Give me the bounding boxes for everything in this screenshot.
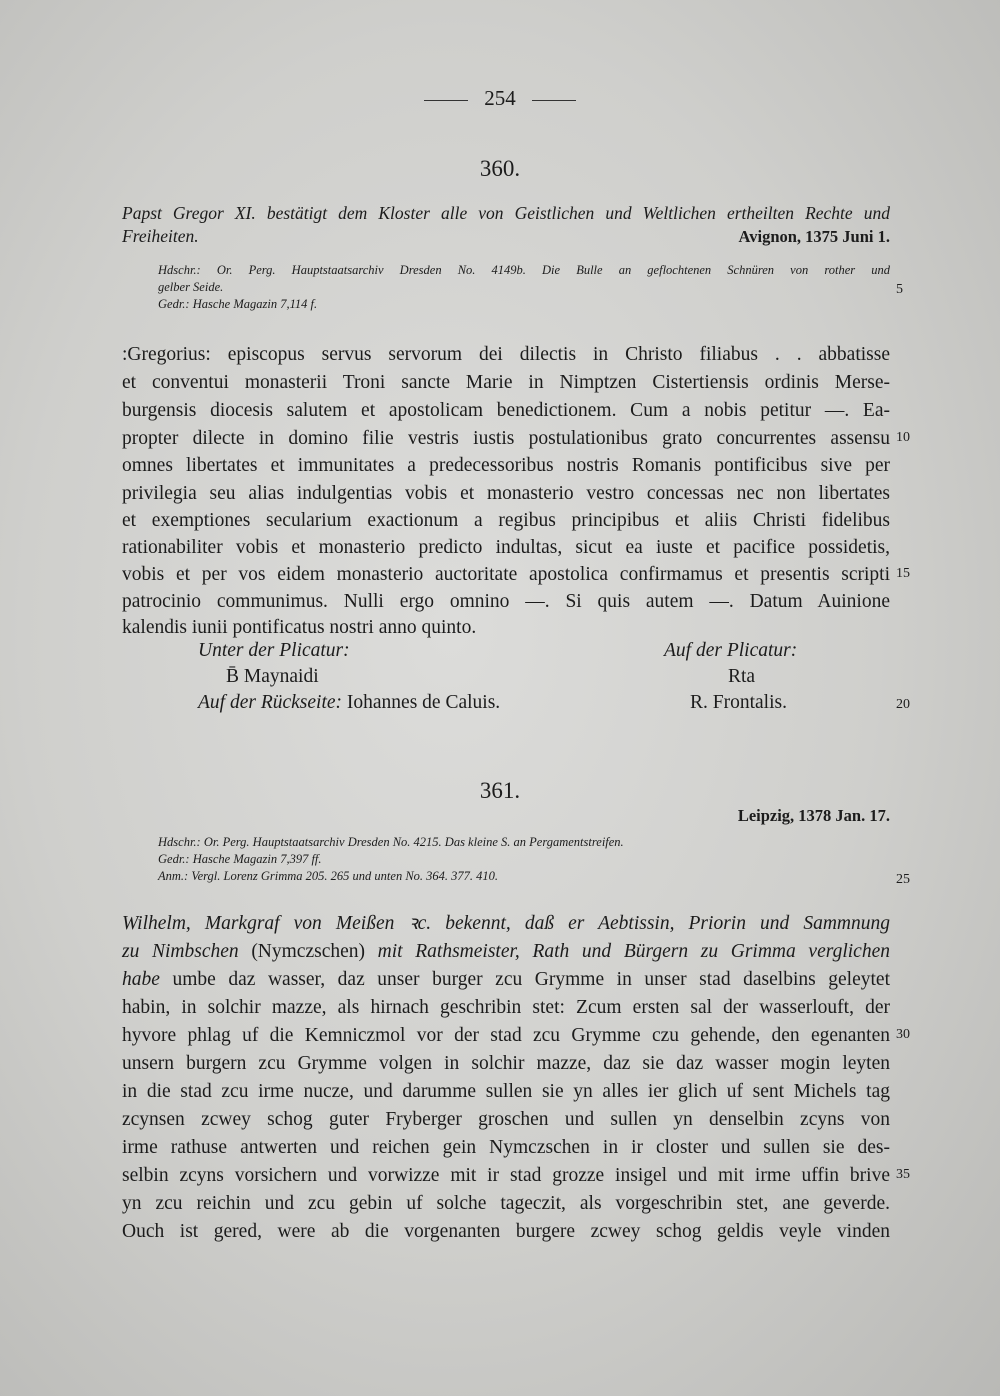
line-number-20: 20 xyxy=(896,697,910,712)
doc361-line: in die stad zcu irme nucze, und darumme sullen sie yn alles ier glich uf sent Michels tag xyxy=(122,1081,890,1102)
rule-right xyxy=(532,100,576,101)
sig-right-label: Auf der Plicatur: xyxy=(664,640,798,661)
intro-place-alt: (Nymczschen) xyxy=(238,941,378,962)
sig-left-label: Unter der Plicatur: xyxy=(198,640,350,661)
back-line xyxy=(198,692,500,714)
doc360-line: burgensis diocesis salutem et apostolicam benedictionem. Cum a nobis petitur —. Ea- xyxy=(122,400,890,421)
page-header xyxy=(0,86,1000,111)
line-number-25: 25 xyxy=(896,872,910,887)
doc361-line: hyvore phlag uf die Kemniczmol vor der stad zcu Grymme czu gehende, den egenanten xyxy=(122,1025,890,1046)
doc360-line: et conventui monasterii Troni sancte Marie in Nimptzen Cistertiensis ordinis Merse- xyxy=(122,372,890,393)
doc360-line: omnes libertates et immunitates a predecessoribus nostris Romanis pontificibus sive per xyxy=(122,455,890,476)
doc361-notes xyxy=(158,834,890,885)
back-label: Auf der Rückseite: xyxy=(198,692,343,713)
doc360-heading-line1: Papst Gregor XI. bestätigt dem Kloster alle von Geistlichen und Weltlichen ertheilten Rechte und xyxy=(122,203,890,223)
doc361-intro-line xyxy=(122,938,890,965)
doc361-line: irme rathuse antwerten und reichen gein Nymczschen in ir closter und sullen sie des- xyxy=(122,1137,890,1158)
intro-text: umbe daz wasser, daz unser burger zcu Grymme in unser stad daselbins geleytet xyxy=(159,969,890,990)
doc360-line: vobis et per vos eidem monasterio auctoritate apostolica confirmamus et presentis scripti xyxy=(122,564,890,585)
sig-right-name: Rta xyxy=(728,666,756,687)
doc360-line: rationabiliter vobis et monasterio predicto indultas, sicut ea iuste et pacifice possidetis, xyxy=(122,537,890,558)
doc360-note-ms-cont: gelber Seide. xyxy=(158,280,224,294)
doc360-line: patrocinio communimus. Nulli ergo omnino —. Si quis autem —. Datum Auinione xyxy=(122,591,890,612)
doc360-line: :Gregorius: episcopus servus servorum dei dilectis in Christo filiabus . . abbatisse xyxy=(122,344,890,365)
doc361-number: 361. xyxy=(479,778,521,803)
doc360-note-ms: Hdschr.: Or. Perg. Hauptstaatsarchiv Dresden No. 4149b. Die Bulle an geflochtenen Schnüren von rother und xyxy=(158,263,890,277)
doc360-notes xyxy=(158,262,890,313)
doc360-line: privilegia seu alias indulgentias vobis et monasterio vestro concessas nec non libertates xyxy=(122,483,890,504)
doc360-place-date: Avignon, 1375 Juni 1. xyxy=(738,227,890,246)
doc361-line: zcynsen zcwey schog guter Fryberger groschen und sullen yn denselbin zcyns von xyxy=(122,1109,890,1130)
back-name: Iohannes de Caluis. xyxy=(346,692,501,713)
doc361-place-date: Leipzig, 1378 Jan. 17. xyxy=(737,806,890,825)
doc360-note-print: Gedr.: Hasche Magazin 7,114 f. xyxy=(158,297,318,311)
doc361-note-ann: Anm.: Vergl. Lorenz Grimma 205. 265 und unten No. 364. 377. 410. xyxy=(158,869,499,883)
page-number: 254 xyxy=(484,86,516,110)
intro-habe: habe xyxy=(122,969,160,990)
doc360-line: propter dilecte in domino filie vestris iustis postulationibus grato concurrentes assensu xyxy=(122,428,890,449)
line-number-10: 10 xyxy=(896,430,910,445)
doc360-heading-line2: Freiheiten. xyxy=(122,226,199,246)
doc361-note-print: Gedr.: Hasche Magazin 7,397 ff. xyxy=(158,852,322,866)
doc361-intro-line xyxy=(122,966,890,993)
doc361-line: unsern burgern zcu Grymme volgen in solchir mazze, daz sie daz wasser mogin leyten xyxy=(122,1053,890,1074)
line-number-35: 35 xyxy=(896,1167,910,1182)
line-number-30: 30 xyxy=(896,1027,910,1042)
doc361-note-ms: Hdschr.: Or. Perg. Hauptstaatsarchiv Dresden No. 4215. Das kleine S. an Pergamentstreifen. xyxy=(158,835,624,849)
line-number-5: 5 xyxy=(896,282,903,297)
doc361-line: Ouch ist gered, were ab die vorgenanten burgere zcwey schog geldis veyle vinden xyxy=(122,1221,890,1242)
doc361-line: habin, in solchir mazze, als hirnach geschribin stet: Zcum ersten sal der wasserlouft, der xyxy=(122,997,890,1018)
doc360-line: kalendis iunii pontificatus nostri anno quinto. xyxy=(122,617,477,638)
intro-place: zu Nimbschen xyxy=(122,941,239,962)
rule-left xyxy=(424,100,468,101)
doc360-heading xyxy=(122,202,890,248)
back-right: R. Frontalis. xyxy=(690,692,787,713)
doc361-line: selbin zcyns vorsichern und vorwizze mit ir stad grozze insigel und mit irme uffin brive xyxy=(122,1165,890,1186)
line-number-15: 15 xyxy=(896,566,910,581)
doc360-line: et exemptiones secularium exactionum a regibus principibus et aliis Christi fidelibus xyxy=(122,510,890,531)
doc361-intro-line: Wilhelm, Markgraf von Meißen ꝛc. bekennt, daß er Aebtissin, Priorin und Sammnung xyxy=(122,913,890,934)
intro-parties: mit Rathsmeister, Rath und Bürgern zu Grimma verglichen xyxy=(377,941,890,962)
doc361-line: yn zcu reichin und zcu gebin uf solche tageczit, als vorgeschribin stet, ane geverde. xyxy=(122,1193,890,1214)
sig-left-name: B̄ Maynaidi xyxy=(226,666,319,687)
doc360-number: 360. xyxy=(479,156,521,181)
